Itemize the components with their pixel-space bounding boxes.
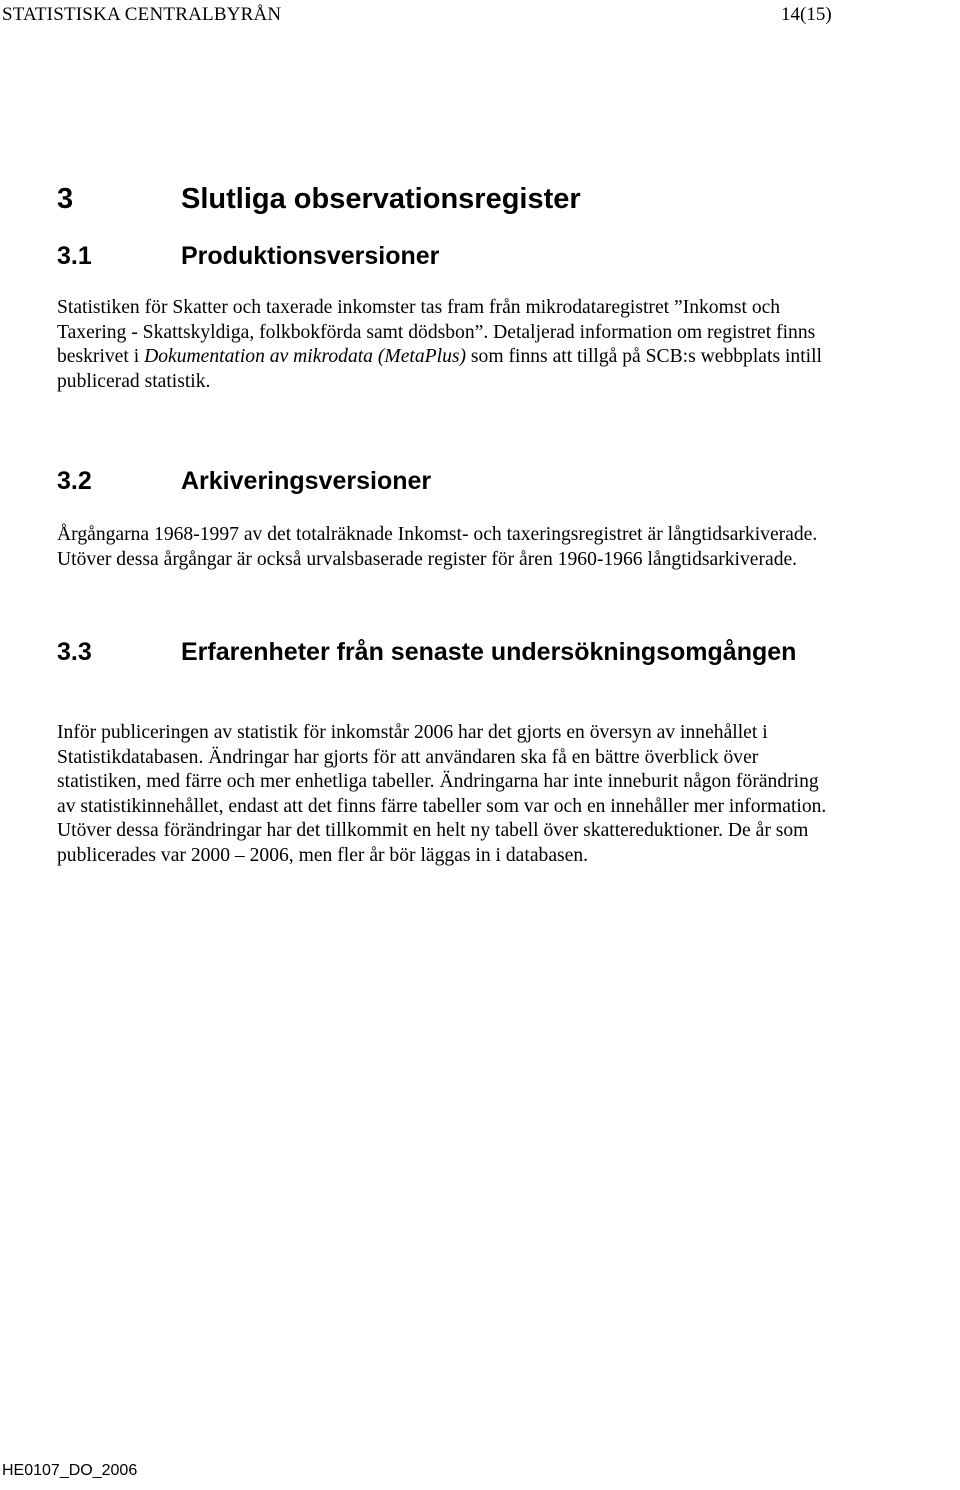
heading-number: 3.3 [57, 638, 92, 666]
text-line: Taxering - Skattskyldiga, folkbokförda samt dödsbon”. Detaljerad information om registret finns [57, 321, 816, 343]
text-line: publicerad statistik. [57, 370, 211, 392]
page-header [0, 4, 960, 34]
heading-title: Slutliga observationsregister [181, 183, 581, 215]
text-line: statistiken, med färre och mer enhetliga tabeller. Ändringarna har inte inneburit någon förändring [57, 771, 819, 792]
heading-section-3-3 [57, 638, 796, 667]
document-title-italic: Dokumentation av mikrodata (MetaPlus) [144, 346, 467, 367]
heading-title: Erfarenheter från senaste undersökningsomgången [181, 638, 797, 666]
heading-title: Produktionsversioner [181, 242, 440, 270]
heading-title: Arkiveringsversioner [181, 467, 432, 495]
heading-number: 3.1 [57, 242, 92, 270]
document-code-footer: HE0107_DO_2006 [2, 1462, 138, 1479]
heading-section-3 [57, 183, 581, 216]
text-line: Utöver dessa årgångar är också urvalsbaserade register för åren 1960-1966 långtidsarkiverade. [57, 548, 798, 570]
organization-name: STATISTISKA CENTRALBYRÅN [2, 4, 282, 25]
text-run: beskrivet i [57, 346, 145, 367]
text-line: Årgångarna 1968-1997 av det totalräknade Inkomst- och taxeringsregistret är långtidsarkiverade. [57, 524, 818, 545]
text-line: Inför publiceringen av statistik för inkomstår 2006 har det gjorts en översyn av innehållet i [57, 722, 768, 743]
page-number: 14(15) [781, 4, 832, 25]
text-line: Utöver dessa förändringar har det tillkommit en helt ny tabell över skattereduktioner. De år som [57, 820, 809, 841]
heading-number: 3.2 [57, 467, 92, 495]
paragraph-production-versions [57, 296, 957, 394]
text-line: av statistikinnehållet, endast att det finns färre tabeller som var och en innehåller mer information. [57, 795, 827, 817]
heading-section-3-2 [57, 467, 431, 496]
heading-section-3-1 [57, 242, 439, 271]
text-run: som finns att tillgå på SCB:s webbplats intill [466, 346, 822, 367]
heading-number: 3 [57, 183, 74, 215]
paragraph-experiences [57, 721, 957, 868]
text-line: Statistiken för Skatter och taxerade inkomster tas fram från mikrodataregistret ”Inkomst och [57, 297, 781, 318]
text-line: publicerades var 2000 – 2006, men fler år bör läggas in i databasen. [57, 844, 589, 866]
paragraph-archive-versions [57, 523, 957, 572]
text-line: Statistikdatabasen. Ändringar har gjorts för att användaren ska få en bättre överblick över [57, 746, 759, 768]
text-line [57, 345, 957, 370]
